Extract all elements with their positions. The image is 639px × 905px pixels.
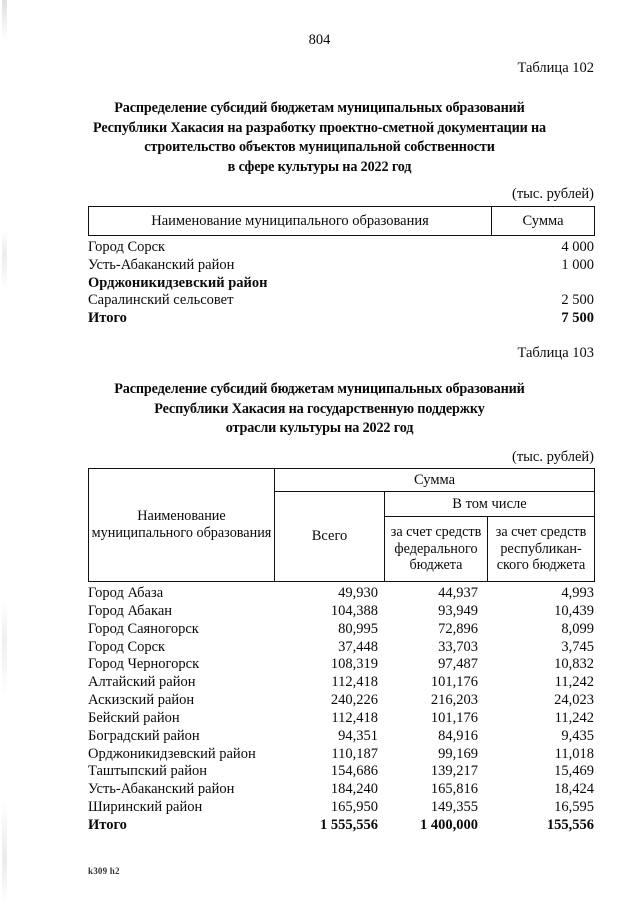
row-republican: 10,832 <box>554 656 594 673</box>
row-republican: 10,439 <box>554 602 594 619</box>
row-value: 7 500 <box>561 310 594 327</box>
row-federal: 149,355 <box>430 799 478 816</box>
row-name: Бейский район <box>88 709 180 726</box>
row-federal: 101,176 <box>430 674 478 691</box>
table-103-sum-band: Сумма <box>275 469 594 492</box>
table-103-col-total: Всего <box>275 492 385 581</box>
row-republican: 15,469 <box>554 763 594 780</box>
row-federal: 93,949 <box>438 602 478 619</box>
row-federal: 97,487 <box>438 656 478 673</box>
row-value: 2 500 <box>561 292 594 309</box>
table-row <box>88 674 595 692</box>
table-row <box>88 710 595 728</box>
row-total: 240,226 <box>330 692 378 709</box>
row-name: Город Абакан <box>88 602 173 619</box>
row-total: 80,995 <box>338 620 378 637</box>
row-total: 108,319 <box>330 656 378 673</box>
row-federal: 101,176 <box>430 709 478 726</box>
table-103-units: (тыс. рублей) <box>512 449 594 465</box>
table-row <box>88 692 595 710</box>
row-name: Аскизский район <box>88 692 195 709</box>
row-republican: 11,018 <box>554 745 594 762</box>
row-total: 49,930 <box>338 585 378 601</box>
row-name: Орджоникидзевский район <box>88 274 268 291</box>
table-103-body <box>88 585 595 835</box>
row-federal: 216,203 <box>430 692 478 709</box>
table-row <box>88 603 595 621</box>
row-republican: 3,745 <box>561 638 594 655</box>
row-name: Усть-Абаканский район <box>88 256 235 273</box>
table-row <box>88 621 595 639</box>
row-republican: 11,242 <box>554 709 594 726</box>
title-line: Республики Хакасия на государственную поддержку <box>154 400 485 417</box>
table-103-col-republican: за счет средств республикан- ского бюджета <box>495 524 587 574</box>
row-total: 37,448 <box>338 638 378 655</box>
row-total: 165,950 <box>330 799 378 816</box>
row-federal: 139,217 <box>430 763 478 780</box>
row-name: Таштыпский район <box>88 763 208 780</box>
row-value: 4 000 <box>561 239 594 255</box>
row-republican: 18,424 <box>554 781 594 798</box>
table-row <box>88 239 595 257</box>
row-total: 1 555,556 <box>320 816 378 833</box>
row-republican: 11,242 <box>554 674 594 691</box>
title-line: Республики Хакасия на разработку проектно-сметной документации на <box>93 119 546 136</box>
row-name: Боградский район <box>88 727 200 744</box>
table-102-title <box>0 99 639 177</box>
row-name: Город Черногорск <box>88 656 200 673</box>
title-line: в сфере культуры на 2022 год <box>227 158 412 175</box>
table-102-label: Таблица 102 <box>517 60 594 76</box>
table-102-col-sum: Сумма <box>522 212 564 229</box>
table-row <box>88 656 595 674</box>
row-name: Алтайский район <box>88 674 196 691</box>
table-row <box>88 799 595 817</box>
table-row <box>88 310 595 328</box>
title-line: строительство объектов муниципальной собственности <box>144 139 495 155</box>
row-name: Город Сорск <box>88 638 166 655</box>
page-number: 804 <box>308 32 331 48</box>
row-total: 94,351 <box>338 727 378 744</box>
table-row <box>88 728 595 746</box>
row-total: 112,418 <box>331 674 378 691</box>
row-name: Усть-Абаканский район <box>88 781 235 798</box>
title-line: Распределение субсидий бюджетам муниципальных образований <box>114 100 525 116</box>
row-name: Город Сорск <box>88 239 166 255</box>
row-federal: 99,169 <box>438 745 478 762</box>
table-103-breakdown-band: В том числе <box>385 492 594 517</box>
row-total: 110,187 <box>331 745 378 762</box>
row-name: Итого <box>88 816 127 833</box>
row-federal: 72,896 <box>438 620 478 637</box>
table-102-body <box>88 239 595 328</box>
table-102-units: (тыс. рублей) <box>512 186 594 202</box>
row-republican: 9,435 <box>561 727 594 744</box>
row-federal: 44,937 <box>438 585 478 601</box>
row-total: 154,686 <box>330 763 378 780</box>
table-103-col-federal: за счет средств федерального бюджета <box>385 517 488 581</box>
table-row <box>88 746 595 764</box>
table-row <box>88 585 595 603</box>
table-102-header <box>88 206 595 236</box>
table-row <box>88 763 595 781</box>
row-federal: 84,916 <box>438 727 478 744</box>
row-federal: 1 400,000 <box>420 816 478 833</box>
table-103-col-name: Наименование муниципального образования <box>89 469 275 581</box>
row-name: Город Абаза <box>88 585 164 601</box>
row-federal: 165,816 <box>430 781 478 798</box>
row-name: Орджоникидзевский район <box>88 745 256 762</box>
table-row <box>88 639 595 657</box>
table-102-col-name: Наименование муниципального образования <box>89 207 492 235</box>
row-total: 104,388 <box>330 602 378 619</box>
row-federal: 33,703 <box>438 638 478 655</box>
table-103-label: Таблица 103 <box>517 345 594 361</box>
row-name: Ширинский район <box>88 799 203 816</box>
row-value: 1 000 <box>561 256 594 273</box>
table-row <box>88 292 595 310</box>
table-row <box>88 275 595 293</box>
title-line: отрасли культуры на 2022 год <box>225 420 414 436</box>
table-row <box>88 257 595 275</box>
table-row <box>88 817 595 835</box>
footer-mark: k309 h2 <box>88 866 120 876</box>
row-republican: 8,099 <box>561 620 594 637</box>
row-republican: 16,595 <box>554 799 594 816</box>
row-name: Итого <box>88 310 127 327</box>
table-103-header <box>88 468 595 582</box>
table-103-title <box>0 380 639 439</box>
row-republican: 155,556 <box>546 816 594 833</box>
table-row <box>88 781 595 799</box>
title-line: Распределение субсидий бюджетам муниципальных образований <box>114 381 525 397</box>
row-total: 184,240 <box>330 781 378 798</box>
row-total: 112,418 <box>331 709 378 726</box>
row-name: Город Саяногорск <box>88 620 199 637</box>
row-republican: 24,023 <box>554 692 594 709</box>
row-republican: 4,993 <box>561 585 594 601</box>
row-name: Саралинский сельсовет <box>88 292 234 309</box>
